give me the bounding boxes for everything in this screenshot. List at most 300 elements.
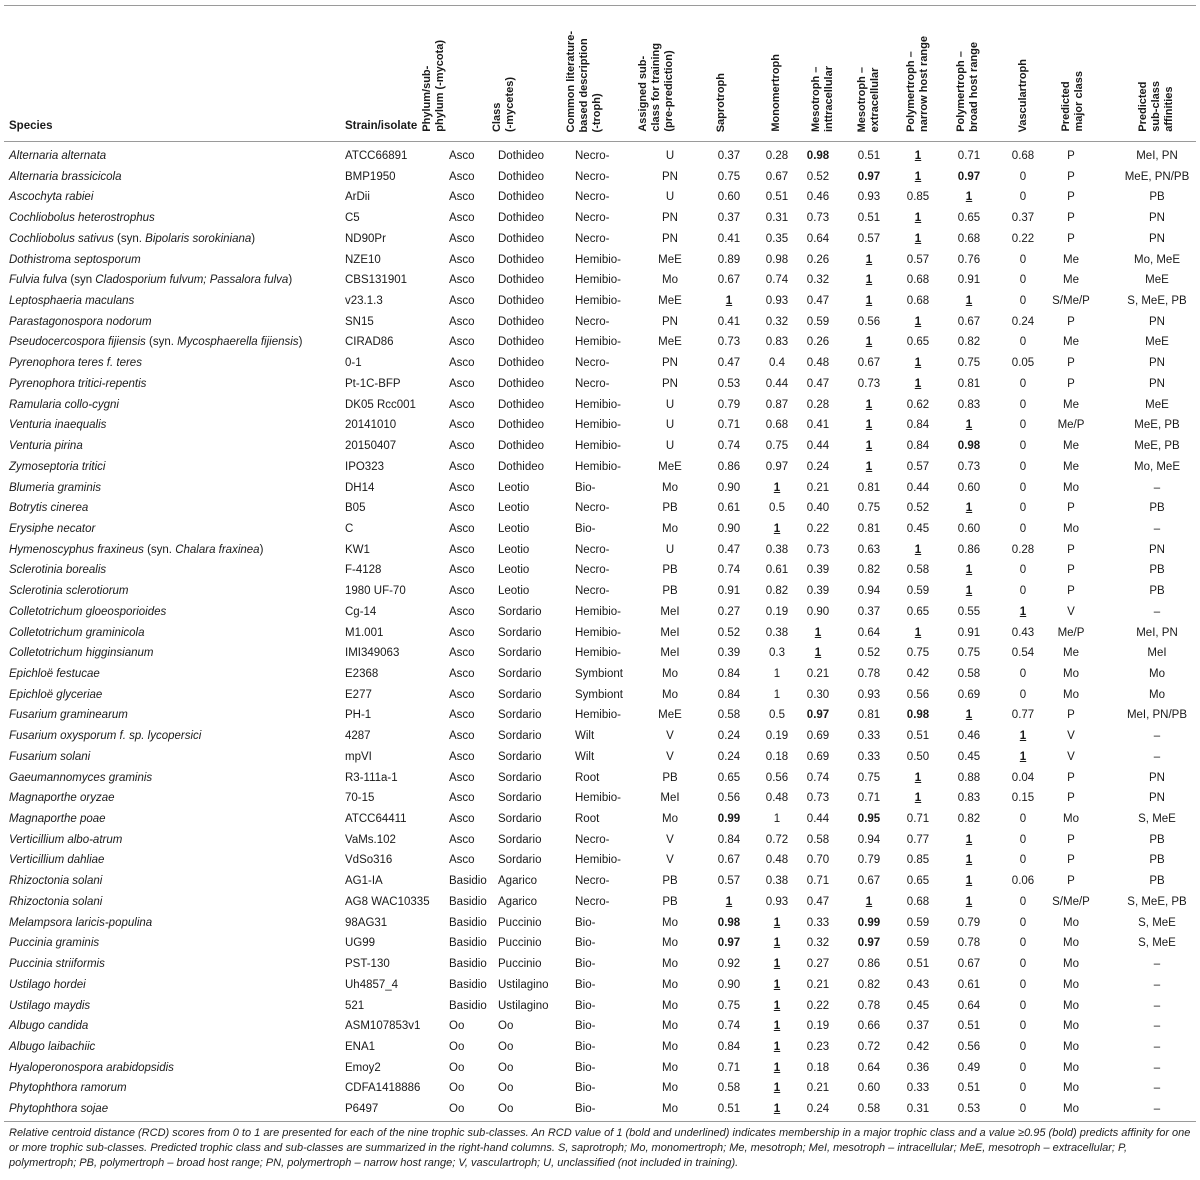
rcd-value: 1: [914, 150, 922, 162]
rcd-value: 0.67: [957, 958, 981, 971]
subclass-affinity-cell: PN: [1149, 232, 1165, 245]
class-cell: Dothideo: [498, 170, 545, 183]
common-desc-cell: Hemibio-: [575, 398, 622, 411]
rcd-value: 0.60: [957, 481, 981, 494]
phylum-cell: Asco: [449, 191, 475, 204]
rcd-value: 0.65: [957, 212, 981, 225]
rcd-value: 0.78: [857, 668, 881, 680]
common-desc-cell: Necro-: [575, 377, 610, 390]
header-major-text: Predicted major class: [1060, 71, 1085, 132]
rcd-value: 1: [914, 626, 922, 639]
major-class-cell: Mo: [1063, 1040, 1079, 1053]
header-subaff: [1137, 81, 1175, 132]
rcd-value: 0: [1019, 937, 1027, 950]
table-row: [0, 291, 1200, 312]
assigned-cell: MeI: [660, 792, 680, 805]
species-cell: [9, 1078, 127, 1099]
rcd-value: 0.24: [806, 1103, 830, 1116]
species-cell: [9, 519, 95, 540]
assigned-cell: Mo: [662, 274, 678, 287]
strain-cell: PST-130: [345, 958, 390, 971]
rcd-value: 0.94: [857, 585, 881, 598]
table-row: [0, 913, 1200, 934]
major-class-cell: Me: [1063, 460, 1079, 473]
strain-cell: ArDii: [345, 191, 370, 204]
rcd-value: 0.24: [717, 730, 741, 743]
rcd-value: 0.60: [857, 1082, 881, 1095]
species-cell: [9, 747, 90, 768]
rcd-value: 0: [1019, 419, 1027, 432]
rcd-value: 0.42: [906, 668, 930, 680]
phylum-cell: Asco: [449, 232, 475, 245]
rcd-value: 1: [865, 419, 873, 432]
species-cell: [9, 229, 255, 250]
synonym-suffix: ): [251, 232, 256, 245]
subclass-affinity-cell: PN: [1149, 357, 1165, 370]
class-cell: Leotio: [498, 564, 530, 577]
assigned-cell: MeE: [658, 460, 682, 473]
species-name: Phytophthora sojae: [9, 1103, 109, 1116]
assigned-cell: Mo: [662, 1082, 678, 1095]
rcd-value: 0.84: [717, 688, 741, 701]
rcd-value: 0.79: [957, 916, 981, 929]
rcd-value: 0.85: [906, 854, 930, 867]
subclass-affinity-cell: PB: [1149, 875, 1165, 888]
rcd-value: 0.37: [906, 1020, 930, 1033]
table-row: [0, 457, 1200, 478]
major-class-cell: Mo: [1063, 522, 1079, 535]
class-cell: Agarico: [498, 875, 537, 888]
rcd-value: 0.58: [906, 564, 930, 577]
assigned-cell: U: [665, 150, 675, 162]
phylum-cell: Asco: [449, 502, 475, 515]
rcd-value: 0.51: [857, 212, 881, 225]
strain-cell: mpVI: [345, 750, 372, 763]
rcd-value: 0.98: [957, 440, 981, 453]
rcd-value: 0.97: [765, 460, 789, 473]
strain-cell: CBS131901: [345, 274, 408, 287]
rcd-value: 0.31: [765, 212, 789, 225]
rcd-value: 0.90: [717, 978, 741, 991]
major-class-cell: Mo: [1063, 1020, 1079, 1033]
phylum-cell: Asco: [449, 605, 475, 618]
species-name: Albugo candida: [9, 1020, 89, 1033]
rcd-value: 0: [1019, 481, 1027, 494]
rcd-value: 0.71: [957, 150, 981, 162]
species-name: Pyrenophora tritici-repentis: [9, 377, 147, 390]
rcd-value: 0.51: [906, 730, 930, 743]
rcd-value: 0.18: [765, 750, 789, 763]
rcd-value: 1: [773, 1103, 781, 1116]
subclass-affinity-cell: MeE, PB: [1134, 419, 1180, 432]
assigned-cell: V: [666, 833, 674, 846]
rcd-value: 0.72: [857, 1040, 881, 1053]
rcd-value: 0: [1019, 1103, 1027, 1116]
subclass-affinity-cell: PB: [1149, 833, 1165, 846]
rcd-value: 0.59: [806, 315, 830, 328]
common-desc-cell: Bio-: [575, 1061, 596, 1074]
class-cell: Dothideo: [498, 253, 545, 266]
header-poly-narrow: [905, 36, 930, 132]
species-cell: [9, 1037, 95, 1058]
strain-cell: 0-1: [345, 357, 362, 370]
rcd-value: 0.68: [957, 232, 981, 245]
species-cell: [9, 540, 263, 561]
species-name: Verticillium dahliae: [9, 854, 105, 867]
assigned-cell: MeE: [658, 709, 682, 722]
header-saprotroph: [715, 73, 731, 132]
synonym-prefix: (syn: [67, 274, 96, 287]
rcd-value: 0: [1019, 999, 1027, 1012]
rcd-value: 1: [865, 440, 873, 453]
rcd-value: 0.68: [765, 419, 789, 432]
bottom-rule: [4, 1121, 1196, 1122]
rcd-value: 0.39: [717, 647, 741, 660]
rcd-value: 0.51: [857, 150, 881, 162]
common-desc-cell: Necro-: [575, 585, 610, 598]
subclass-affinity-cell: –: [1153, 1020, 1161, 1033]
synonym-name: Chalara fraxinea: [175, 543, 260, 556]
rcd-value: 0.06: [1011, 875, 1035, 888]
rcd-value: 0.46: [957, 730, 981, 743]
rcd-value: 0.15: [1011, 792, 1035, 805]
rcd-value: 0.48: [765, 854, 789, 867]
common-desc-cell: Hemibio-: [575, 419, 622, 432]
subclass-affinity-cell: –: [1153, 958, 1161, 971]
strain-cell: M1.001: [345, 626, 384, 639]
rcd-value: 1: [965, 419, 973, 432]
rcd-value: 0.56: [857, 315, 881, 328]
rcd-value: 0.74: [806, 771, 830, 784]
species-cell: [9, 187, 93, 208]
assigned-cell: U: [665, 543, 675, 556]
major-class-cell: V: [1067, 730, 1075, 743]
phylum-cell: Asco: [449, 668, 475, 680]
rcd-value: 0.69: [957, 688, 981, 701]
major-class-cell: Mo: [1063, 1103, 1079, 1116]
rcd-value: 0: [1019, 833, 1027, 846]
major-class-cell: P: [1067, 771, 1075, 784]
rcd-value: 0.78: [857, 999, 881, 1012]
subclass-affinity-cell: –: [1153, 1040, 1161, 1053]
strain-cell: E277: [345, 688, 372, 701]
table-row: [0, 167, 1200, 188]
rcd-value: 0.75: [857, 771, 881, 784]
rcd-value: 0.63: [857, 543, 881, 556]
phylum-cell: Asco: [449, 522, 475, 535]
table-row: [0, 1099, 1200, 1120]
class-cell: Dothideo: [498, 460, 545, 473]
header-class: [491, 76, 516, 132]
common-desc-cell: Necro-: [575, 170, 610, 183]
table-row: [0, 975, 1200, 996]
species-name: Dothistroma septosporum: [9, 253, 141, 266]
rcd-value: 1: [865, 253, 873, 266]
rcd-value: 0.37: [717, 150, 741, 162]
species-name: Venturia pirina: [9, 440, 83, 453]
subclass-affinity-cell: MeI, PN: [1136, 626, 1178, 639]
class-cell: Sordario: [498, 709, 542, 722]
phylum-cell: Asco: [449, 170, 475, 183]
common-desc-cell: Necro-: [575, 150, 610, 162]
rcd-value: 0: [1019, 916, 1027, 929]
header-meso-int-text: Mesotroph – inttracellular: [810, 65, 835, 132]
phylum-cell: Basidio: [449, 937, 487, 950]
subclass-affinity-cell: S, MeE, PB: [1127, 895, 1187, 908]
rcd-value: 0.46: [806, 191, 830, 204]
species-name: Fulvia fulva: [9, 274, 68, 287]
table-row: [0, 498, 1200, 519]
species-cell: [9, 705, 128, 726]
subclass-affinity-cell: MeI, PN/PB: [1126, 709, 1188, 722]
header-poly-narrow-text: Polymertroph – narrow host range: [905, 36, 930, 132]
rcd-value: 0.73: [857, 377, 881, 390]
subclass-affinity-cell: –: [1153, 605, 1161, 618]
table-row: [0, 602, 1200, 623]
species-cell: [9, 312, 152, 333]
assigned-cell: MeI: [660, 647, 680, 660]
species-cell: [9, 353, 142, 374]
rcd-value: 1: [773, 999, 781, 1012]
species-cell: [9, 291, 134, 312]
subclass-affinity-cell: –: [1153, 1103, 1161, 1116]
rcd-value: 0.60: [957, 522, 981, 535]
rcd-value: 0.41: [806, 419, 830, 432]
table-row: [0, 768, 1200, 789]
rcd-value: 0.78: [957, 937, 981, 950]
species-name: Pseudocercospora fijiensis: [9, 336, 146, 349]
rcd-value: 0.45: [906, 522, 930, 535]
species-name: Colletotrichum higginsianum: [9, 647, 154, 660]
synonym-prefix: (syn.: [113, 232, 146, 245]
rcd-value: 0.84: [717, 668, 741, 680]
assigned-cell: U: [665, 398, 675, 411]
phylum-cell: Oo: [449, 1061, 465, 1074]
rcd-value: 0.75: [857, 502, 881, 515]
rcd-value: 0.97: [857, 937, 881, 950]
rcd-value: 1: [773, 522, 781, 535]
species-cell: [9, 208, 155, 229]
class-cell: Sordario: [498, 688, 542, 701]
rcd-value: 1: [914, 212, 922, 225]
subclass-affinity-cell: S, MeE: [1138, 916, 1176, 929]
rcd-value: 0.68: [906, 295, 930, 308]
common-desc-cell: Bio-: [575, 937, 596, 950]
rcd-value: 1: [1019, 730, 1027, 743]
subclass-affinity-cell: PB: [1149, 502, 1165, 515]
strain-cell: F-4128: [345, 564, 382, 577]
strain-cell: ASM107853v1: [345, 1020, 421, 1033]
species-cell: [9, 1058, 174, 1079]
common-desc-cell: Hemibio-: [575, 274, 622, 287]
rcd-value: 0: [1019, 813, 1027, 826]
rcd-value: 0.28: [765, 150, 789, 162]
rcd-value: 0.82: [765, 585, 789, 598]
class-cell: Sordario: [498, 813, 542, 826]
species-name: Verticillium albo-atrum: [9, 833, 123, 846]
species-name: Magnaporthe poae: [9, 813, 106, 826]
subclass-affinity-cell: MeE, PN/PB: [1124, 170, 1190, 183]
rcd-value: 0.69: [806, 750, 830, 763]
species-name: Colletotrichum gloeosporioides: [9, 605, 167, 618]
rcd-value: 1: [773, 978, 781, 991]
rcd-value: 1: [773, 1082, 781, 1095]
rcd-value: 1: [773, 1040, 781, 1053]
major-class-cell: P: [1067, 585, 1075, 598]
rcd-value: 0.58: [717, 709, 741, 722]
species-cell: [9, 830, 122, 851]
subclass-affinity-cell: PN: [1149, 212, 1165, 225]
table-row: [0, 685, 1200, 706]
rcd-value: 1: [965, 854, 973, 867]
rcd-value: 0.22: [1011, 232, 1035, 245]
phylum-cell: Asco: [449, 709, 475, 722]
phylum-cell: Asco: [449, 295, 475, 308]
species-name: Epichloë festucae: [9, 668, 100, 680]
assigned-cell: Mo: [662, 937, 678, 950]
rcd-value: 0.97: [717, 937, 741, 950]
rcd-value: 0.28: [806, 398, 830, 411]
table-row: [0, 332, 1200, 353]
rcd-value: 0.98: [717, 916, 741, 929]
rcd-value: 0.69: [806, 730, 830, 743]
major-class-cell: P: [1067, 564, 1075, 577]
species-cell: [9, 457, 106, 478]
class-cell: Puccinio: [498, 937, 542, 950]
strain-cell: CDFA1418886: [345, 1082, 421, 1095]
rcd-value: 0.68: [906, 895, 930, 908]
rcd-value: 0.79: [857, 854, 881, 867]
assigned-cell: PN: [662, 315, 678, 328]
species-cell: [9, 850, 104, 871]
class-cell: Dothideo: [498, 295, 545, 308]
phylum-cell: Asco: [449, 315, 475, 328]
rcd-value: 0: [1019, 854, 1027, 867]
common-desc-cell: Necro-: [575, 875, 610, 888]
strain-cell: DH14: [345, 481, 375, 494]
strain-cell: KW1: [345, 543, 370, 556]
major-class-cell: P: [1067, 875, 1075, 888]
table-row: [0, 478, 1200, 499]
rcd-value: 0.51: [957, 1020, 981, 1033]
subclass-affinity-cell: MeE: [1145, 274, 1169, 287]
phylum-cell: Basidio: [449, 916, 487, 929]
rcd-value: 0.67: [765, 170, 789, 183]
table-row: [0, 1037, 1200, 1058]
table-row: [0, 623, 1200, 644]
rcd-value: 1: [965, 833, 973, 846]
major-class-cell: Me: [1063, 647, 1079, 660]
species-name: Alternaria alternata: [9, 150, 107, 162]
rcd-value: 0.24: [1011, 315, 1035, 328]
class-cell: Sordario: [498, 647, 542, 660]
rcd-value: 0: [1019, 1061, 1027, 1074]
rcd-value: 0.98: [906, 709, 930, 722]
rcd-value: 0.85: [906, 191, 930, 204]
rcd-value: 0.27: [717, 605, 741, 618]
rcd-value: 0.47: [717, 357, 741, 370]
major-class-cell: Mo: [1063, 1082, 1079, 1095]
species-name: Blumeria graminis: [9, 481, 102, 494]
major-class-cell: Mo: [1063, 1061, 1079, 1074]
assigned-cell: Mo: [662, 999, 678, 1012]
species-cell: [9, 768, 152, 789]
rcd-value: 0.71: [806, 875, 830, 888]
subclass-affinity-cell: S, MeE: [1138, 937, 1176, 950]
species-cell: [9, 436, 83, 457]
rcd-value: 0.88: [957, 771, 981, 784]
rcd-value: 0.99: [717, 813, 741, 826]
major-class-cell: Mo: [1063, 978, 1079, 991]
rcd-value: 0.77: [906, 833, 930, 846]
species-cell: [9, 581, 129, 602]
header-assigned-text: Assigned sub- class for training (pre-prediction): [637, 43, 675, 132]
strain-cell: BMP1950: [345, 170, 396, 183]
rcd-value: 0.73: [806, 212, 830, 225]
species-cell: [9, 478, 101, 499]
rcd-value: 0.51: [957, 1082, 981, 1095]
species-name: Phytophthora ramorum: [9, 1082, 127, 1095]
rcd-value: 0.48: [765, 792, 789, 805]
rcd-value: 0.84: [906, 419, 930, 432]
class-cell: Sordario: [498, 792, 542, 805]
rcd-value: 0.42: [906, 1040, 930, 1053]
rcd-value: 0.21: [806, 978, 830, 991]
subclass-affinity-cell: MeI, PN: [1136, 150, 1178, 162]
assigned-cell: PN: [662, 170, 678, 183]
species-cell: [9, 623, 145, 644]
rcd-value: 0.97: [957, 170, 981, 183]
strain-cell: CIRAD86: [345, 336, 394, 349]
major-class-cell: P: [1067, 543, 1075, 556]
strain-cell: SN15: [345, 315, 374, 328]
rcd-value: 0.56: [957, 1040, 981, 1053]
subclass-affinity-cell: PN: [1149, 771, 1165, 784]
rcd-value: 0.91: [717, 585, 741, 598]
species-cell: [9, 270, 292, 291]
rcd-value: 0: [1019, 502, 1027, 515]
class-cell: Leotio: [498, 585, 530, 598]
assigned-cell: PN: [662, 212, 678, 225]
subclass-affinity-cell: S, MeE, PB: [1127, 295, 1187, 308]
rcd-value: 0.18: [806, 1061, 830, 1074]
subclass-affinity-cell: PB: [1149, 585, 1165, 598]
phylum-cell: Asco: [449, 336, 475, 349]
species-name: Parastagonospora nodorum: [9, 315, 152, 328]
class-cell: Dothideo: [498, 315, 545, 328]
rcd-value: 0.81: [857, 522, 881, 535]
rcd-value: 1: [773, 668, 781, 680]
rcd-value: 0.94: [857, 833, 881, 846]
rcd-value: 1: [773, 916, 781, 929]
major-class-cell: P: [1067, 502, 1075, 515]
rcd-value: 0.98: [806, 150, 830, 162]
rcd-value: 0.76: [957, 253, 981, 266]
table-row: [0, 933, 1200, 954]
header-class-text: Class (-mycetes): [491, 76, 516, 132]
species-name: Sclerotinia borealis: [9, 564, 107, 577]
species-name: Colletotrichum graminicola: [9, 626, 145, 639]
subclass-affinity-cell: PN: [1149, 377, 1165, 390]
rcd-value: 0.73: [957, 460, 981, 473]
class-cell: Dothideo: [498, 357, 545, 370]
subclass-affinity-cell: PB: [1149, 854, 1165, 867]
table-row: [0, 270, 1200, 291]
assigned-cell: PB: [662, 564, 678, 577]
rcd-value: 0.38: [765, 626, 789, 639]
strain-cell: ATCC66891: [345, 150, 408, 162]
assigned-cell: U: [665, 419, 675, 432]
